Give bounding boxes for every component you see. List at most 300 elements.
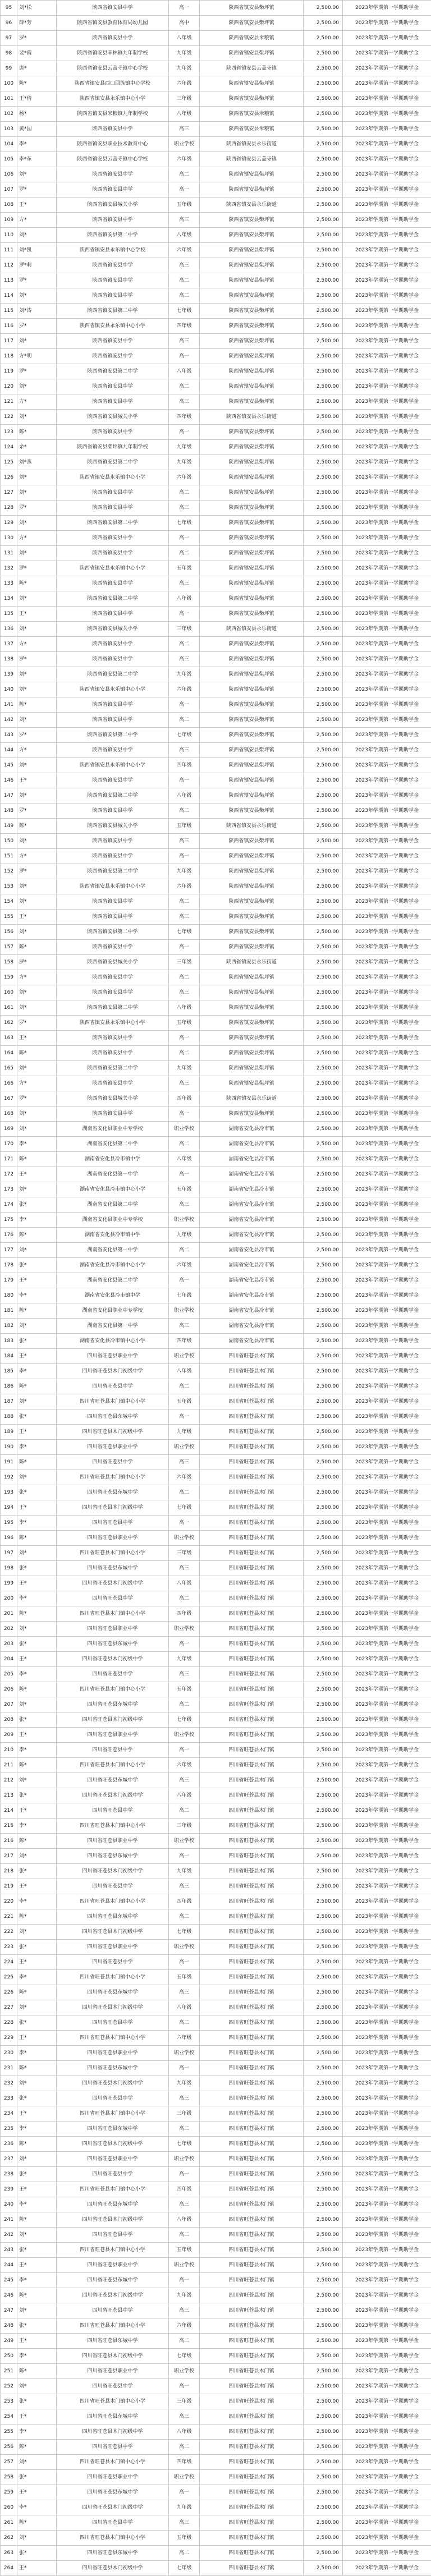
grant-amount: 2,500.00 (304, 2303, 343, 2318)
grant-note: 2023年学期第一学期助学金 (343, 1379, 431, 1394)
table-row (1, 182, 431, 198)
table-row (1, 637, 431, 652)
home-town: 陕西省镇安县永乐街道 (200, 1091, 304, 1106)
grant-amount: 2,500.00 (304, 2122, 343, 2137)
grant-amount: 2,500.00 (304, 743, 343, 758)
school-name: 陕西省镇安县城关小学 (57, 622, 169, 637)
grade-level: 高二 (169, 1485, 200, 1500)
home-town: 陕西省镇安县柴坪镇 (200, 1061, 304, 1076)
grade-level: 高一 (169, 1031, 200, 1046)
home-town: 四川省旺苍县木门镇 (200, 2137, 304, 2152)
grant-amount: 2,500.00 (304, 273, 343, 288)
table-row (1, 1546, 431, 1561)
table-row (1, 1591, 431, 1606)
home-town: 四川省旺苍县木门镇 (200, 1743, 304, 1758)
grant-amount: 2,500.00 (304, 2076, 343, 2091)
home-town: 陕西省镇安县柴坪镇 (200, 985, 304, 1000)
home-town: 陕西省镇安县柴坪镇 (200, 258, 304, 273)
grant-amount: 2,500.00 (304, 288, 343, 304)
student-name: 陈* (17, 1228, 57, 1243)
grade-level: 高二 (169, 2122, 200, 2137)
table-row (1, 2152, 431, 2167)
grade-level: 高三 (169, 2303, 200, 2318)
school-name: 四川省旺苍县中学 (57, 1379, 169, 1394)
row-number: 202 (1, 1622, 17, 1637)
grant-note: 2023年学期第一学期助学金 (343, 1500, 431, 1516)
grant-note: 2023年学期第一学期助学金 (343, 2364, 431, 2379)
home-town: 陕西省镇安县柴坪镇 (200, 773, 304, 788)
table-row (1, 137, 431, 152)
row-number: 178 (1, 1258, 17, 1273)
grade-level: 高一 (169, 1167, 200, 1182)
grade-level: 四年级 (169, 2455, 200, 2470)
table-row (1, 1137, 431, 1152)
row-number: 205 (1, 1667, 17, 1682)
grant-note: 2023年学期第一学期助学金 (343, 1319, 431, 1334)
row-number: 113 (1, 273, 17, 288)
home-town: 陕西省镇安县柴坪镇 (200, 576, 304, 591)
grant-note: 2023年学期第一学期助学金 (343, 2197, 431, 2212)
school-name: 四川省旺苍县中学 (57, 1591, 169, 1606)
grade-level: 高三 (169, 1076, 200, 1091)
school-name: 陕西省镇安县第二中学 (57, 591, 169, 607)
grant-note: 2023年学期第一学期助学金 (343, 2334, 431, 2349)
row-number: 169 (1, 1122, 17, 1137)
grant-note: 2023年学期第一学期助学金 (343, 1591, 431, 1606)
grade-level: 高一 (169, 1516, 200, 1531)
school-name: 四川省旺苍县木门镇中心小学 (57, 2455, 169, 2470)
grant-note: 2023年学期第一学期助学金 (343, 31, 431, 46)
school-name: 陕西省镇安县中学 (57, 607, 169, 622)
school-name: 陕西省镇安县中学 (57, 500, 169, 516)
student-name: 刘* (17, 1773, 57, 1788)
school-name: 陕西省镇安县永乐镇中心小学 (57, 758, 169, 773)
grade-level: 高二 (169, 894, 200, 910)
student-name: 王*倩 (17, 91, 57, 107)
grant-note: 2023年学期第一学期助学金 (343, 1849, 431, 1864)
row-number: 127 (1, 485, 17, 500)
table-row (1, 485, 431, 500)
student-name: 陈* (17, 1834, 57, 1849)
row-number: 214 (1, 1803, 17, 1819)
table-body (1, 1, 431, 2576)
table-row (1, 46, 431, 61)
grant-amount: 2,500.00 (304, 2318, 343, 2334)
home-town: 四川省旺苍县木门镇 (200, 1985, 304, 2000)
row-number: 111 (1, 243, 17, 258)
grade-level: 高一 (169, 1106, 200, 1122)
table-row (1, 2303, 431, 2318)
row-number: 151 (1, 849, 17, 864)
grant-note: 2023年学期第一学期助学金 (343, 1243, 431, 1258)
grant-note: 2023年学期第一学期助学金 (343, 1819, 431, 1834)
grant-note: 2023年学期第一学期助学金 (343, 2394, 431, 2409)
home-town: 四川省旺苍县木门镇 (200, 2531, 304, 2546)
table-row (1, 1970, 431, 1985)
home-town: 湖南省安化县冷市镇 (200, 1228, 304, 1243)
grant-amount: 2,500.00 (304, 1046, 343, 1061)
school-name: 陕西省镇安县云盖寺镇中心学校 (57, 152, 169, 167)
grant-amount: 2,500.00 (304, 2152, 343, 2167)
grant-amount: 2,500.00 (304, 1652, 343, 1667)
school-name: 四川省旺苍县中学 (57, 2091, 169, 2106)
home-town: 陕西省镇安县柴坪镇 (200, 334, 304, 349)
row-number: 161 (1, 1000, 17, 1016)
school-name: 四川省旺苍县东城中学 (57, 1485, 169, 1500)
table-row (1, 1258, 431, 1273)
grant-amount: 2,500.00 (304, 849, 343, 864)
grant-note: 2023年学期第一学期助学金 (343, 394, 431, 410)
grant-note: 2023年学期第一学期助学金 (343, 2212, 431, 2228)
school-name: 四川省旺苍县木门初级中学 (57, 1788, 169, 1803)
school-name: 四川省旺苍县木门镇中心小学 (57, 2243, 169, 2258)
table-row (1, 576, 431, 591)
student-name: 刘* (17, 470, 57, 485)
grant-note: 2023年学期第一学期助学金 (343, 1152, 431, 1167)
grant-note: 2023年学期第一学期助学金 (343, 2425, 431, 2440)
home-town: 陕西省镇安县永乐街道 (200, 955, 304, 970)
home-town: 湖南省安化县冷市镇 (200, 1167, 304, 1182)
grade-level: 五年级 (169, 1682, 200, 1697)
grade-level: 九年级 (169, 1061, 200, 1076)
grade-level: 七年级 (169, 2137, 200, 2152)
student-name: 陈* (17, 1758, 57, 1773)
home-town: 四川省旺苍县木门镇 (200, 1652, 304, 1667)
home-town: 四川省旺苍县木门镇 (200, 2318, 304, 2334)
grade-level: 三年级 (169, 622, 200, 637)
student-name: 张* (17, 2091, 57, 2106)
home-town: 陕西省镇安县柴坪镇 (200, 304, 304, 319)
student-name: 李* (17, 1213, 57, 1228)
grant-amount: 2,500.00 (304, 1531, 343, 1546)
table-row (1, 546, 431, 561)
home-town: 四川省旺苍县木门镇 (200, 1531, 304, 1546)
student-name: 张* (17, 1409, 57, 1425)
grade-level: 高三 (169, 334, 200, 349)
school-name: 陕西省镇安县中学 (57, 713, 169, 728)
student-name: 刘* (17, 591, 57, 607)
home-town: 湖南省安化县冷市镇 (200, 1213, 304, 1228)
row-number: 245 (1, 2273, 17, 2288)
home-town: 湖南省安化县冷市镇 (200, 1152, 304, 1167)
row-number: 261 (1, 2515, 17, 2531)
row-number: 105 (1, 152, 17, 167)
grade-level: 六年级 (169, 2031, 200, 2046)
grant-amount: 2,500.00 (304, 834, 343, 849)
grade-level: 高二 (169, 1909, 200, 1925)
table-row (1, 1288, 431, 1303)
row-number: 208 (1, 1712, 17, 1728)
school-name: 湖南省安化县职业中专学校 (57, 1303, 169, 1319)
student-name: 张* (17, 1788, 57, 1803)
grant-amount: 2,500.00 (304, 2349, 343, 2364)
grant-amount: 2,500.00 (304, 213, 343, 228)
grant-amount: 2,500.00 (304, 516, 343, 531)
table-row (1, 1046, 431, 1061)
grant-amount: 2,500.00 (304, 2273, 343, 2288)
school-name: 陕西省镇安县中学 (57, 576, 169, 591)
student-name: 王* (17, 910, 57, 925)
home-town: 陕西省镇安县柴坪镇 (200, 591, 304, 607)
grant-amount: 2,500.00 (304, 1879, 343, 1894)
grant-note: 2023年学期第一学期助学金 (343, 970, 431, 985)
row-number: 206 (1, 1682, 17, 1697)
table-row (1, 2440, 431, 2455)
grant-amount: 2,500.00 (304, 1334, 343, 1349)
grade-level: 高三 (169, 576, 200, 591)
table-row (1, 2561, 431, 2576)
grant-note: 2023年学期第一学期助学金 (343, 1940, 431, 1955)
grant-note: 2023年学期第一学期助学金 (343, 1228, 431, 1243)
school-name: 四川省旺苍县东城中学 (57, 1773, 169, 1788)
grade-level: 高二 (169, 1243, 200, 1258)
grant-note: 2023年学期第一学期助学金 (343, 1758, 431, 1773)
school-name: 四川省旺苍县职业中学 (57, 1440, 169, 1455)
table-row (1, 1122, 431, 1137)
row-number: 198 (1, 1561, 17, 1576)
student-name: 方* (17, 637, 57, 652)
home-town: 陕西省镇安县米粮镇 (200, 122, 304, 137)
grant-note: 2023年学期第一学期助学金 (343, 425, 431, 440)
school-name: 陕西省镇安县第二中学 (57, 728, 169, 743)
row-number: 120 (1, 379, 17, 394)
row-number: 150 (1, 834, 17, 849)
grant-note: 2023年学期第一学期助学金 (343, 213, 431, 228)
grade-level: 高二 (169, 970, 200, 985)
grade-level: 高一 (169, 697, 200, 713)
school-name: 湖南省安化县冷市镇中心小学 (57, 1334, 169, 1349)
grant-note: 2023年学期第一学期助学金 (343, 1182, 431, 1197)
row-number: 149 (1, 819, 17, 834)
grade-level: 高三 (169, 2409, 200, 2425)
row-number: 223 (1, 1940, 17, 1955)
school-name: 四川省旺苍县职业中学 (57, 2258, 169, 2273)
school-name: 四川省旺苍县东城中学 (57, 1985, 169, 2000)
school-name: 四川省旺苍县中学 (57, 2015, 169, 2031)
home-town: 陕西省镇安县永乐街道 (200, 137, 304, 152)
grant-amount: 2,500.00 (304, 1364, 343, 1379)
student-name: 陈* (17, 1303, 57, 1319)
row-number: 242 (1, 2228, 17, 2243)
grant-amount: 2,500.00 (304, 894, 343, 910)
home-town: 陕西省镇安县柴坪镇 (200, 607, 304, 622)
grant-amount: 2,500.00 (304, 198, 343, 213)
table-row (1, 1500, 431, 1516)
grade-level: 高三 (169, 2091, 200, 2106)
grade-level: 高二 (169, 2546, 200, 2561)
grade-level: 高二 (169, 485, 200, 500)
grant-note: 2023年学期第一学期助学金 (343, 46, 431, 61)
grade-level: 四年级 (169, 1091, 200, 1106)
grade-level: 高中 (169, 16, 200, 31)
home-town: 四川省旺苍县木门镇 (200, 2379, 304, 2394)
row-number: 224 (1, 1955, 17, 1970)
row-number: 177 (1, 1243, 17, 1258)
grant-note: 2023年学期第一学期助学金 (343, 364, 431, 379)
student-name: 刘* (17, 834, 57, 849)
grant-amount: 2,500.00 (304, 2167, 343, 2182)
row-number: 124 (1, 440, 17, 455)
grant-amount: 2,500.00 (304, 2212, 343, 2228)
home-town: 四川省旺苍县木门镇 (200, 1485, 304, 1500)
row-number: 138 (1, 652, 17, 667)
row-number: 249 (1, 2334, 17, 2349)
grade-level: 职业学校 (169, 1940, 200, 1955)
home-town: 四川省旺苍县木门镇 (200, 1409, 304, 1425)
student-name: 刘* (17, 2076, 57, 2091)
table-row (1, 1576, 431, 1591)
student-name: 陈* (17, 2288, 57, 2303)
student-name: 李* (17, 1970, 57, 1985)
school-name: 陕西省镇安县第二中学 (57, 228, 169, 243)
home-town: 四川省旺苍县木门镇 (200, 2546, 304, 2561)
home-town: 陕西省镇安县柴坪镇 (200, 849, 304, 864)
table-row (1, 1349, 431, 1364)
row-number: 233 (1, 2091, 17, 2106)
home-town: 四川省旺苍县木门镇 (200, 1819, 304, 1834)
grade-level: 七年级 (169, 516, 200, 531)
grade-level: 三年级 (169, 1819, 200, 1834)
grant-note: 2023年学期第一学期助学金 (343, 2015, 431, 2031)
grade-level: 四年级 (169, 758, 200, 773)
grant-note: 2023年学期第一学期助学金 (343, 713, 431, 728)
grant-note: 2023年学期第一学期助学金 (343, 1546, 431, 1561)
table-row (1, 622, 431, 637)
row-number: 145 (1, 758, 17, 773)
grade-level: 六年级 (169, 1470, 200, 1485)
home-town: 陕西省镇安县柴坪镇 (200, 970, 304, 985)
grant-amount: 2,500.00 (304, 122, 343, 137)
row-number: 239 (1, 2182, 17, 2197)
grant-note: 2023年学期第一学期助学金 (343, 1970, 431, 1985)
school-name: 四川省旺苍县东城中学 (57, 1849, 169, 1864)
grade-level: 高一 (169, 849, 200, 864)
grade-level: 六年级 (169, 243, 200, 258)
student-name: 罗* (17, 652, 57, 667)
table-row (1, 1834, 431, 1849)
grade-level: 四年级 (169, 1334, 200, 1349)
grade-level: 高一 (169, 2485, 200, 2500)
school-name: 四川省旺苍县职业中学 (57, 2046, 169, 2061)
table-row (1, 394, 431, 410)
table-row (1, 16, 431, 31)
school-name: 四川省旺苍县木门初级中学 (57, 1364, 169, 1379)
student-name: 李* (17, 2197, 57, 2212)
grade-level: 高三 (169, 910, 200, 925)
table-row (1, 728, 431, 743)
table-row (1, 1243, 431, 1258)
student-name: 王* (17, 2106, 57, 2122)
student-name: 刘*松 (17, 1, 57, 16)
student-name: 罗* (17, 803, 57, 819)
row-number: 144 (1, 743, 17, 758)
grant-note: 2023年学期第一学期助学金 (343, 2531, 431, 2546)
school-name: 陕西省镇安县西口回族镇中心学校 (57, 76, 169, 91)
grade-level: 高三 (169, 213, 200, 228)
row-number: 131 (1, 546, 17, 561)
grant-amount: 2,500.00 (304, 1031, 343, 1046)
row-number: 118 (1, 349, 17, 364)
school-name: 四川省旺苍县木门镇中心小学 (57, 1894, 169, 1909)
row-number: 260 (1, 2500, 17, 2515)
home-town: 陕西省镇安县柴坪镇 (200, 167, 304, 182)
table-row (1, 2364, 431, 2379)
school-name: 陕西省镇安县中学 (57, 213, 169, 228)
student-name: 张* (17, 2243, 57, 2258)
grant-amount: 2,500.00 (304, 2046, 343, 2061)
grant-amount: 2,500.00 (304, 925, 343, 940)
grade-level: 高二 (169, 1137, 200, 1152)
home-town: 陕西省镇安县柴坪镇 (200, 228, 304, 243)
home-town: 湖南省安化县冷市镇 (200, 1334, 304, 1349)
grant-amount: 2,500.00 (304, 1925, 343, 1940)
table-row (1, 2076, 431, 2091)
table-row (1, 2531, 431, 2546)
home-town: 四川省旺苍县木门镇 (200, 1591, 304, 1606)
grade-level: 高一 (169, 1409, 200, 1425)
school-name: 陕西省镇安县中学 (57, 122, 169, 137)
student-name: 王* (17, 2334, 57, 2349)
grant-note: 2023年学期第一学期助学金 (343, 2031, 431, 2046)
grant-note: 2023年学期第一学期助学金 (343, 2303, 431, 2318)
row-number: 147 (1, 788, 17, 803)
student-name: 刘* (17, 288, 57, 304)
grade-level: 高三 (169, 834, 200, 849)
grant-note: 2023年学期第一学期助学金 (343, 1728, 431, 1743)
student-name: 李* (17, 1667, 57, 1682)
row-number: 237 (1, 2152, 17, 2167)
school-name: 四川省旺苍县东城中学 (57, 2061, 169, 2076)
home-town: 陕西省镇安县柴坪镇 (200, 349, 304, 364)
student-name: 罗* (17, 561, 57, 576)
table-row (1, 697, 431, 713)
student-name: 罗* (17, 1016, 57, 1031)
grant-note: 2023年学期第一学期助学金 (343, 2228, 431, 2243)
grant-note: 2023年学期第一学期助学金 (343, 607, 431, 622)
home-town: 陕西省镇安县米粮镇 (200, 107, 304, 122)
grant-note: 2023年学期第一学期助学金 (343, 910, 431, 925)
table-row (1, 1940, 431, 1955)
grade-level: 高二 (169, 167, 200, 182)
table-row (1, 1197, 431, 1213)
school-name: 四川省旺苍县东城中学 (57, 2273, 169, 2288)
school-name: 陕西省镇安县中学 (57, 985, 169, 1000)
home-town: 陕西省镇安县柴坪镇 (200, 213, 304, 228)
school-name: 陕西省镇安县城关小学 (57, 819, 169, 834)
grant-amount: 2,500.00 (304, 2182, 343, 2197)
grant-note: 2023年学期第一学期助学金 (343, 167, 431, 182)
grant-amount: 2,500.00 (304, 2015, 343, 2031)
grant-note: 2023年学期第一学期助学金 (343, 2091, 431, 2106)
school-name: 四川省旺苍县木门镇中心小学 (57, 2031, 169, 2046)
grant-note: 2023年学期第一学期助学金 (343, 2122, 431, 2137)
student-name: 张* (17, 1561, 57, 1576)
row-number: 103 (1, 122, 17, 137)
home-town: 陕西省镇安县柴坪镇 (200, 546, 304, 561)
student-name: 刘* (17, 879, 57, 894)
grant-note: 2023年学期第一学期助学金 (343, 516, 431, 531)
school-name: 陕西省镇安县第二中学 (57, 364, 169, 379)
row-number: 254 (1, 2409, 17, 2425)
row-number: 187 (1, 1394, 17, 1409)
grant-amount: 2,500.00 (304, 637, 343, 652)
row-number: 163 (1, 1031, 17, 1046)
grant-amount: 2,500.00 (304, 16, 343, 31)
school-name: 陕西省镇安县中学 (57, 773, 169, 788)
row-number: 165 (1, 1061, 17, 1076)
grade-level: 四年级 (169, 1894, 200, 1909)
grant-amount: 2,500.00 (304, 425, 343, 440)
